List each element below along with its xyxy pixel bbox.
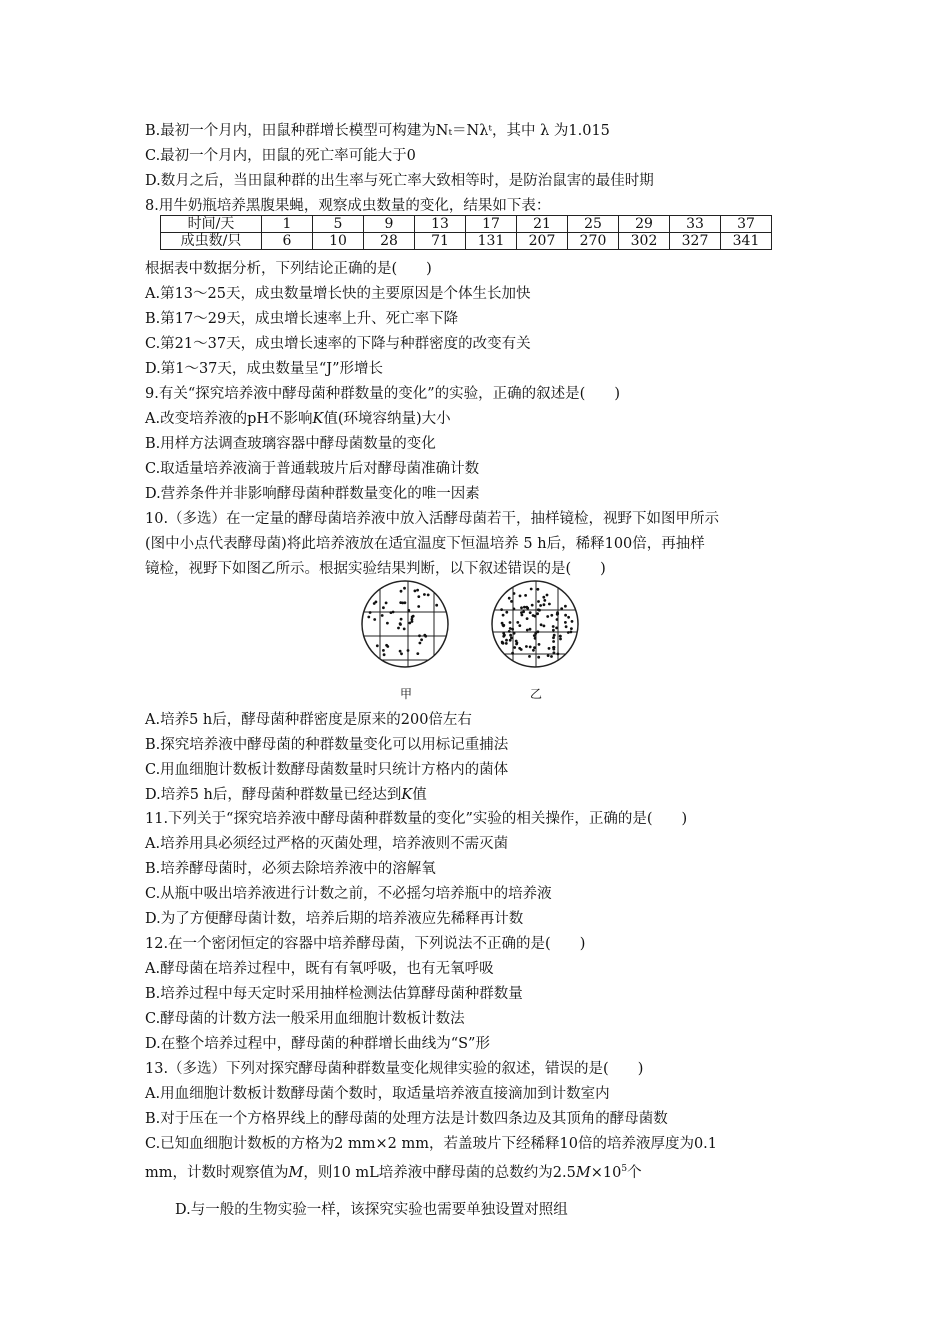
table-cell: 37 bbox=[721, 216, 772, 233]
q9-option-d: D.营养条件并非影响酵母菌种群数量变化的唯一因素 bbox=[145, 486, 480, 502]
q8-option-a: A.第13～25天，成虫数量增长快的主要原因是个体生长加快 bbox=[145, 286, 531, 302]
yeast-cell-dot bbox=[552, 640, 555, 643]
yeast-cell-dot bbox=[417, 595, 420, 598]
q8-question: 根据表中数据分析，下列结论正确的是( ) bbox=[145, 261, 432, 277]
yeast-cell-dot bbox=[548, 603, 551, 606]
yeast-cell-dot bbox=[367, 616, 370, 619]
yeast-cell-dot bbox=[416, 652, 419, 655]
yeast-cell-dot bbox=[515, 643, 518, 646]
q13-option-a: A.用血细胞计数板计数酵母菌个数时，取适量培养液直接滴加到计数室内 bbox=[145, 1086, 610, 1102]
table-cell: 33 bbox=[670, 216, 721, 233]
yeast-cell-dot bbox=[509, 639, 512, 642]
yeast-cell-dot bbox=[532, 649, 535, 652]
q11-option-d: D.为了方便酵母菌计数，培养后期的培养液应先稀释再计数 bbox=[145, 911, 524, 927]
yeast-cell-dot bbox=[523, 606, 526, 609]
yeast-cell-dot bbox=[505, 611, 508, 614]
table-cell: 341 bbox=[721, 233, 772, 250]
yeast-cell-dot bbox=[528, 655, 531, 658]
yeast-cell-dot bbox=[556, 618, 559, 621]
q10-option-a: A.培养5 h后，酵母菌种群密度是原来的200倍左右 bbox=[145, 712, 472, 728]
table-cell: 21 bbox=[517, 216, 568, 233]
yeast-cell-dot bbox=[399, 650, 402, 653]
q13-option-c-line1: C.已知血细胞计数板的方格为2 mm×2 mm，若盖玻片下经稀释10倍的培养液厚度为0.1 bbox=[145, 1136, 718, 1152]
yeast-cell-dot bbox=[525, 645, 528, 648]
yeast-cell-dot bbox=[556, 611, 559, 614]
yeast-cell-dot bbox=[536, 612, 539, 615]
table-cell: 5 bbox=[313, 216, 364, 233]
yeast-cell-dot bbox=[555, 627, 558, 630]
q8-option-c: C.第21～37天，成虫增长速率的下降与种群密度的改变有关 bbox=[145, 336, 531, 352]
yeast-cell-dot bbox=[533, 634, 536, 637]
q13c-m2: M bbox=[575, 1164, 591, 1181]
yeast-cell-dot bbox=[526, 629, 529, 632]
yeast-cell-dot bbox=[552, 636, 555, 639]
yeast-cell-dot bbox=[511, 628, 514, 631]
yeast-cell-dot bbox=[511, 652, 514, 655]
q12-option-c: C.酵母菌的计数方法一般采用血细胞计数板计数法 bbox=[145, 1011, 465, 1027]
field-jia-border bbox=[362, 581, 448, 667]
table-cell: 207 bbox=[517, 233, 568, 250]
yeast-cell-dot bbox=[553, 651, 556, 654]
table-row-label: 时间/天 bbox=[161, 216, 262, 233]
yeast-cell-dot bbox=[564, 621, 567, 624]
table-row-count bbox=[161, 233, 772, 250]
yeast-cell-dot bbox=[570, 631, 573, 634]
yeast-cell-dot bbox=[539, 604, 542, 607]
yeast-cell-dot bbox=[399, 622, 402, 625]
yeast-cell-dot bbox=[567, 631, 570, 634]
yeast-cell-dot bbox=[531, 604, 534, 607]
table-cell: 28 bbox=[364, 233, 415, 250]
yeast-cell-dot bbox=[550, 655, 553, 658]
q10-option-c: C.用血细胞计数板计数酵母菌数量时只统计方格内的菌体 bbox=[145, 762, 509, 778]
q10-stem-3: 镜检，视野下如图乙所示。根据实验结果判断，以下叙述错误的是( ) bbox=[145, 561, 606, 577]
yeast-cell-dot bbox=[508, 597, 511, 600]
table-cell: 13 bbox=[415, 216, 466, 233]
yeast-cell-dot bbox=[515, 640, 518, 643]
yeast-cell-dot bbox=[565, 625, 568, 628]
table-cell: 327 bbox=[670, 233, 721, 250]
q9a-text-end: 值(环境容纳量)大小 bbox=[323, 411, 451, 427]
yeast-cell-dot bbox=[509, 621, 512, 624]
yeast-cell-dot bbox=[518, 624, 521, 627]
q11-option-c: C.从瓶中吸出培养液进行计数之前，不必摇匀培养瓶中的培养液 bbox=[145, 886, 552, 902]
field-yi bbox=[490, 580, 590, 680]
table-cell: 131 bbox=[466, 233, 517, 250]
q10d-k: K bbox=[401, 787, 413, 803]
yeast-cell-dot bbox=[513, 632, 516, 635]
q12-option-b: B.培养过程中每天定时采用抽样检测法估算酵母菌种群数量 bbox=[145, 986, 523, 1002]
q10d-text: D.培养5 h后，酵母菌种群数量已经达到 bbox=[145, 787, 402, 803]
yeast-cell-dot bbox=[510, 600, 513, 603]
figure-label-yi: 乙 bbox=[530, 687, 543, 701]
yeast-cell-dot bbox=[369, 611, 372, 614]
q13-stem: 13.（多选）下列对探究酵母菌种群数量变化规律实验的叙述，错误的是( ) bbox=[145, 1061, 644, 1077]
yeast-cell-dot bbox=[538, 643, 541, 646]
yeast-cell-dot bbox=[557, 653, 560, 656]
yeast-cell-dot bbox=[560, 607, 563, 610]
yeast-cell-dot bbox=[382, 606, 385, 609]
yeast-cell-dot bbox=[385, 602, 388, 605]
yeast-cell-dot bbox=[407, 649, 410, 652]
table-cell: 6 bbox=[262, 233, 313, 250]
q7-option-c: C.最初一个月内，田鼠的死亡率可能大于0 bbox=[145, 148, 416, 164]
yeast-cell-dot bbox=[382, 649, 385, 652]
yeast-cell-dot bbox=[571, 620, 574, 623]
yeast-cell-dot bbox=[416, 589, 419, 592]
yeast-cell-dot bbox=[570, 627, 573, 630]
q10-option-b: B.探究培养液中酵母菌的种群数量变化可以用标记重捕法 bbox=[145, 737, 509, 753]
yeast-cell-dot bbox=[537, 630, 540, 633]
yeast-cell-dot bbox=[383, 653, 386, 656]
table-cell: 17 bbox=[466, 216, 517, 233]
microscope-figure bbox=[360, 580, 600, 705]
yeast-cell-dot bbox=[543, 599, 546, 602]
figure-label-jia: 甲 bbox=[400, 687, 413, 701]
yeast-cell-dot bbox=[412, 615, 415, 618]
yeast-cell-dot bbox=[516, 621, 519, 624]
q11-option-a: A.培养用具必须经过严格的灭菌处理，培养液则不需灭菌 bbox=[145, 836, 509, 852]
yeast-cell-dot bbox=[513, 608, 516, 611]
q10-stem-1: 10.（多选）在一定量的酵母菌培养液中放入活酵母菌若干，抽样镜检，视野下如图甲所示 bbox=[145, 511, 720, 527]
yeast-cell-dot bbox=[403, 587, 406, 590]
yeast-cell-dot bbox=[385, 644, 388, 647]
q8-stem: 8.用牛奶瓶培养黑腹果蝇，观察成虫数量的变化，结果如下表： bbox=[145, 198, 551, 214]
yeast-cell-dot bbox=[552, 629, 555, 632]
yeast-cell-dot bbox=[400, 618, 403, 621]
q8-option-b: B.第17～29天，成虫增长速率上升、死亡率下降 bbox=[145, 311, 459, 327]
yeast-cell-dot bbox=[552, 625, 555, 628]
yeast-cell-dot bbox=[375, 601, 378, 604]
yeast-cell-dot bbox=[553, 634, 556, 637]
yeast-cell-dot bbox=[520, 648, 523, 651]
q9a-text: A.改变培养液的pH不影响 bbox=[145, 411, 313, 427]
yeast-cell-dot bbox=[505, 639, 508, 642]
q13-option-c-line2 bbox=[145, 1159, 642, 1183]
yeast-cell-dot bbox=[564, 614, 567, 617]
q13-option-b: B.对于压在一个方格界线上的酵母菌的处理方法是计数四条边及其顶角的酵母菌数 bbox=[145, 1111, 668, 1127]
yeast-cell-dot bbox=[500, 608, 503, 611]
yeast-cell-dot bbox=[390, 611, 393, 614]
yeast-cell-dot bbox=[534, 637, 537, 640]
yeast-cell-dot bbox=[540, 623, 543, 626]
yeast-cell-dot bbox=[502, 635, 505, 638]
yeast-cell-dot bbox=[501, 642, 504, 645]
q10d-text-end: 值 bbox=[412, 787, 427, 803]
table-cell: 302 bbox=[619, 233, 670, 250]
yeast-cell-dot bbox=[417, 605, 420, 608]
microscope-fields bbox=[360, 580, 600, 705]
field-jia bbox=[360, 580, 460, 680]
yeast-cell-dot bbox=[519, 595, 522, 598]
yeast-cell-dot bbox=[381, 614, 384, 617]
q11-option-b: B.培养酵母菌时，必须去除培养液中的溶解氧 bbox=[145, 861, 436, 877]
yeast-cell-dot bbox=[533, 646, 536, 649]
q8-option-d: D.第1～37天，成虫数量呈“J”形增长 bbox=[145, 361, 384, 377]
fly-count-table bbox=[160, 215, 772, 250]
yeast-cell-dot bbox=[559, 638, 562, 641]
yeast-cell-dot bbox=[548, 647, 551, 650]
yeast-cell-dot bbox=[543, 603, 546, 606]
table-cell: 25 bbox=[568, 216, 619, 233]
yeast-cell-dot bbox=[521, 614, 524, 617]
yeast-cell-dot bbox=[403, 628, 406, 631]
yeast-cell-dot bbox=[546, 594, 549, 597]
yeast-cell-dot bbox=[530, 588, 533, 591]
yeast-cell-dot bbox=[509, 627, 512, 630]
yeast-cell-dot bbox=[520, 606, 523, 609]
yeast-cell-dot bbox=[427, 594, 430, 597]
yeast-cell-dot bbox=[386, 622, 389, 625]
q9a-k: K bbox=[312, 411, 324, 427]
yeast-cell-dot bbox=[567, 616, 570, 619]
yeast-cell-dot bbox=[373, 618, 376, 621]
q13c-text-mid: ，则10 mL培养液中酵母菌的总数约为2.5 bbox=[303, 1164, 576, 1181]
table-cell: 10 bbox=[313, 233, 364, 250]
yeast-cell-dot bbox=[525, 606, 528, 609]
q12-option-d: D.在整个培养过程中，酵母菌的种群增长曲线为“S”形 bbox=[145, 1036, 490, 1052]
yeast-cell-dot bbox=[534, 615, 537, 618]
table-row-label: 成虫数/只 bbox=[161, 233, 262, 250]
yeast-cell-dot bbox=[505, 642, 508, 645]
q13c-text-end: 个 bbox=[627, 1164, 642, 1181]
yeast-cell-dot bbox=[423, 634, 426, 637]
yeast-cell-dot bbox=[397, 627, 400, 630]
q13c-text: mm，计数时观察值为 bbox=[145, 1164, 289, 1181]
q13c-exponent: 5 bbox=[621, 1164, 628, 1174]
yeast-cell-dot bbox=[420, 638, 423, 641]
yeast-cell-dot bbox=[529, 646, 532, 649]
yeast-cell-dot bbox=[537, 656, 540, 659]
yeast-cell-dot bbox=[546, 615, 549, 618]
yeast-cell-dot bbox=[502, 614, 505, 617]
yeast-cell-dot bbox=[376, 644, 379, 647]
yeast-cell-dot bbox=[524, 594, 527, 597]
table-cell: 9 bbox=[364, 216, 415, 233]
yeast-cell-dot bbox=[520, 611, 523, 614]
yeast-cell-dot bbox=[419, 642, 422, 645]
q10-stem-2: (图中小点代表酵母菌)将此培养液放在适宜温度下恒温培养 5 h后，稀释100倍，再抽样 bbox=[145, 536, 705, 552]
q13-option-d: D.与一般的生物实验一样，该探究实验也需要单独设置对照组 bbox=[175, 1202, 568, 1218]
yeast-cell-dot bbox=[564, 605, 567, 608]
yeast-cell-dot bbox=[423, 593, 426, 596]
yeast-cell-dot bbox=[509, 634, 512, 637]
yeast-cell-dot bbox=[550, 614, 553, 617]
q9-option-a bbox=[145, 409, 451, 429]
yeast-cell-dot bbox=[529, 611, 532, 614]
q7-option-b: B.最初一个月内，田鼠种群增长模型可构建为Nₜ＝Nλᵗ，其中 λ 为1.015 bbox=[145, 123, 610, 139]
yeast-cell-dot bbox=[508, 630, 511, 633]
yeast-cell-dot bbox=[502, 624, 505, 627]
yeast-cell-dot bbox=[414, 590, 417, 593]
q12-option-a: A.酵母菌在培养过程中，既有有氧呼吸，也有无氧呼吸 bbox=[145, 961, 494, 977]
yeast-cell-dot bbox=[529, 628, 532, 631]
yeast-cell-dot bbox=[435, 604, 438, 607]
yeast-cell-dot bbox=[411, 620, 414, 623]
yeast-cell-dot bbox=[400, 652, 403, 655]
yeast-cell-dot bbox=[537, 608, 540, 611]
yeast-cell-dot bbox=[537, 588, 540, 591]
yeast-cell-dot bbox=[559, 635, 562, 638]
yeast-cell-dot bbox=[418, 634, 421, 637]
yeast-cell-dot bbox=[401, 602, 404, 605]
q11-stem: 11.下列关于“探究培养液中酵母菌种群数量的变化”实验的相关操作，正确的是( ) bbox=[145, 811, 688, 827]
table-cell: 270 bbox=[568, 233, 619, 250]
yeast-cell-dot bbox=[526, 617, 529, 620]
q7-option-d: D.数月之后，当田鼠种群的出生率与死亡率大致相等时，是防治鼠害的最佳时期 bbox=[145, 173, 654, 189]
q10-option-d bbox=[145, 785, 427, 805]
yeast-cell-dot bbox=[400, 590, 403, 593]
q13c-text-post: ×10 bbox=[590, 1164, 622, 1181]
yeast-cell-dot bbox=[547, 654, 550, 657]
q9-option-b: B.用样方法调查玻璃容器中酵母菌数量的变化 bbox=[145, 436, 436, 452]
table-cell: 1 bbox=[262, 216, 313, 233]
table-cell: 71 bbox=[415, 233, 466, 250]
table-row-time bbox=[161, 216, 772, 233]
yeast-cell-dot bbox=[513, 646, 516, 649]
q12-stem: 12.在一个密闭恒定的容器中培养酵母菌，下列说法不正确的是( ) bbox=[145, 936, 586, 952]
yeast-cell-dot bbox=[407, 609, 410, 612]
yeast-cell-dot bbox=[537, 600, 540, 603]
yeast-cell-dot bbox=[542, 596, 545, 599]
table-cell: 29 bbox=[619, 216, 670, 233]
yeast-cell-dot bbox=[552, 646, 555, 649]
q9-stem: 9.有关“探究培养液中酵母菌种群数量的变化”的实验，正确的叙述是( ) bbox=[145, 386, 620, 402]
yeast-cell-dot bbox=[543, 625, 546, 628]
q9-option-c: C.取适量培养液滴于普通载玻片后对酵母菌准确计数 bbox=[145, 461, 480, 477]
q13c-m: M bbox=[288, 1164, 304, 1181]
yeast-cell-dot bbox=[513, 592, 516, 595]
